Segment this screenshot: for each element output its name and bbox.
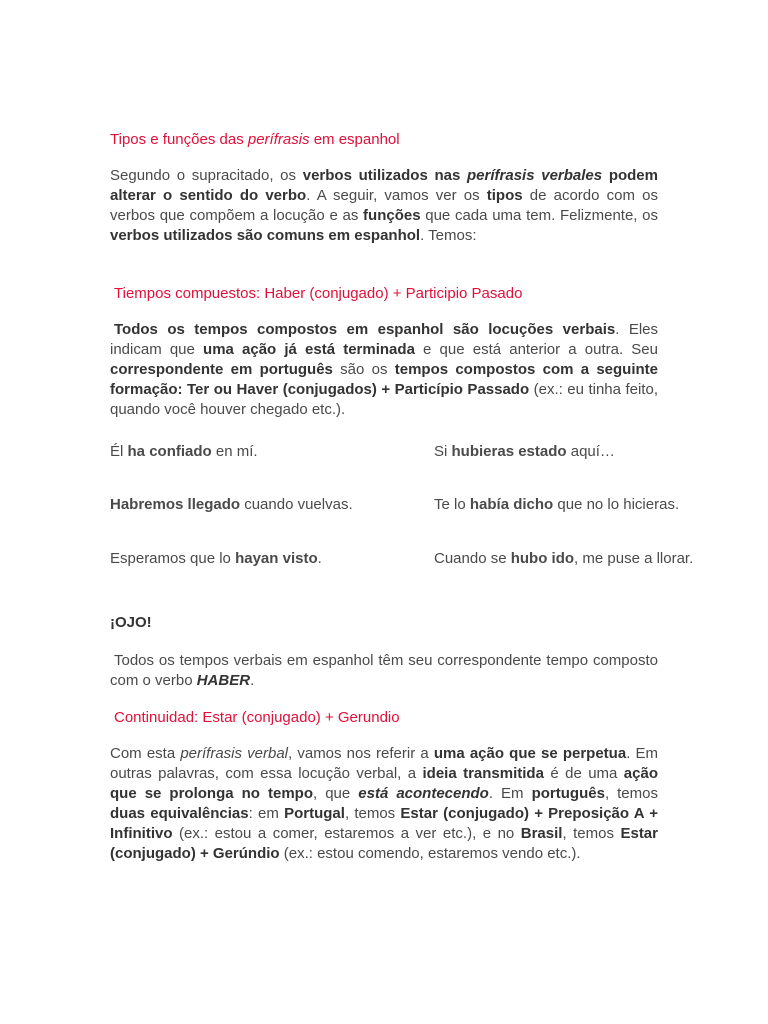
emphasis-run: uma ação já está terminada <box>203 341 415 358</box>
text-run: . A seguir, vamos ver os <box>306 187 487 204</box>
emphasis-run: ação que se prolonga no tempo <box>110 765 658 802</box>
paragraph-tipos-intro <box>110 166 658 246</box>
example-right <box>434 495 679 515</box>
text-run: são os <box>332 361 395 378</box>
paragraph-ojo <box>110 651 658 691</box>
text-run: : em <box>248 805 285 822</box>
example-right <box>434 442 615 462</box>
paragraph-text <box>110 320 658 420</box>
text-run: Todos os tempos verbais em espanhol têm seu correspondente tempo composto com o verbo <box>110 652 658 689</box>
paragraph-text <box>110 651 658 691</box>
text-run: , que <box>312 785 359 802</box>
text-run: (ex.: estou comendo, estaremos vendo etc.). <box>279 845 581 862</box>
emphasis-run: hubieras estado <box>451 443 567 460</box>
text-run: . <box>317 550 322 567</box>
text-run: que no lo hicieras. <box>553 496 680 513</box>
example-left <box>110 442 258 462</box>
emphasis-run: português <box>531 785 605 802</box>
example-row <box>110 442 750 462</box>
emphasis-run: ideia transmitida <box>422 765 544 782</box>
emphasis-run: verbos utilizados são comuns em espanhol <box>110 227 421 244</box>
section-continuidad <box>110 707 658 729</box>
text-run: Com esta <box>110 745 181 762</box>
text-run: en mí. <box>211 443 258 460</box>
paragraph-tiempos-compuestos <box>110 320 658 420</box>
text-run: , vamos nos referir a <box>288 745 434 762</box>
section-tiempos-compuestos <box>110 283 658 305</box>
emphasis-run: ha confiado <box>127 443 212 460</box>
text-run: aquí… <box>566 443 615 460</box>
example-right <box>434 549 693 569</box>
emphasis-run: Todos os tempos compostos em espanhol são locuções verbais <box>114 321 616 338</box>
emphasis-run: había dicho <box>469 496 554 513</box>
emphasis-run: Estar (conjugado) + Gerúndio <box>110 825 658 862</box>
text-run: Cuando se <box>434 550 511 567</box>
text-run: Él <box>110 443 128 460</box>
emphasis-run: tipos <box>486 187 523 204</box>
heading-tipos-funcoes: Tipos e funções das perífrasis em espanhol <box>110 131 400 148</box>
emphasis-run: duas equivalências <box>110 805 249 822</box>
text-run: , temos <box>344 805 401 822</box>
text-run: . Em outras palavras, com essa locução verbal, a <box>110 745 659 782</box>
text-run: . Temos: <box>420 227 477 244</box>
emphasis-run: Estar (conjugado) + Preposição A + Infinitivo <box>110 805 658 842</box>
text-run: Esperamos que lo <box>110 550 236 567</box>
text-run: (ex.: eu tinha feito, quando você houver chegado etc.). <box>110 381 658 418</box>
emphasis-run: uma ação que se perpetua <box>433 745 627 762</box>
text-run: . <box>250 672 255 689</box>
heading-continuidad: Continuidad: Estar (conjugado) + Gerundio <box>114 709 400 726</box>
text-run: de acordo com os verbos que compõem a locução e as <box>110 187 658 224</box>
emphasis-run: podem alterar o sentido do verbo <box>110 167 658 204</box>
emphasis-run: verbos utilizados nas <box>302 167 468 184</box>
emphasis-run: Portugal <box>284 805 345 822</box>
text-run: é de uma <box>543 765 624 782</box>
text-run: cuando vuelvas. <box>240 496 353 513</box>
emphasis-run: Brasil <box>520 825 563 842</box>
heading-tiempos-compuestos: Tiempos compuestos: Haber (conjugado) + Participio Pasado <box>114 285 523 302</box>
emphasis-run: HABER <box>196 672 251 689</box>
text-run: . Eles indicam que <box>110 321 658 358</box>
emphasis-run: está acontecendo <box>358 785 489 802</box>
text-run: , temos <box>562 825 621 842</box>
emphasis-run: hubo ido <box>510 550 575 567</box>
emphasis-run: correspondente em português <box>110 361 333 378</box>
ojo-label: ¡OJO! <box>110 614 152 631</box>
text-run: Te lo <box>434 496 470 513</box>
example-row <box>110 549 750 569</box>
text-run: (ex.: estou a comer, estaremos a ver etc.), e no <box>172 825 521 842</box>
text-run: . Em <box>488 785 532 802</box>
paragraph-text <box>110 744 658 864</box>
ojo-label-wrap <box>110 614 658 632</box>
text-run: que cada uma tem. Felizmente, os <box>420 207 659 224</box>
emphasis-run: tempos compostos com a seguinte formação: Ter ou Haver (conjugados) + Particípio Passado <box>110 361 659 398</box>
text-run: Si <box>434 443 452 460</box>
paragraph-continuidad <box>110 744 658 864</box>
text-run: , temos <box>604 785 658 802</box>
paragraph-text <box>110 166 658 246</box>
emphasis-run: perífrasis verbal <box>180 745 289 762</box>
example-left <box>110 549 322 569</box>
emphasis-run: perífrasis verbales <box>467 167 603 184</box>
text-run: , me puse a llorar. <box>574 550 694 567</box>
emphasis-run: funções <box>363 207 421 224</box>
example-row <box>110 495 750 515</box>
text-run: e que está anterior a outra. Seu <box>414 341 658 358</box>
example-left <box>110 495 353 515</box>
section-tipos-funcoes <box>110 129 658 151</box>
emphasis-run: Habremos llegado <box>110 496 241 513</box>
text-run: Segundo o supracitado, os <box>110 167 303 184</box>
emphasis-run: hayan visto <box>235 550 318 567</box>
